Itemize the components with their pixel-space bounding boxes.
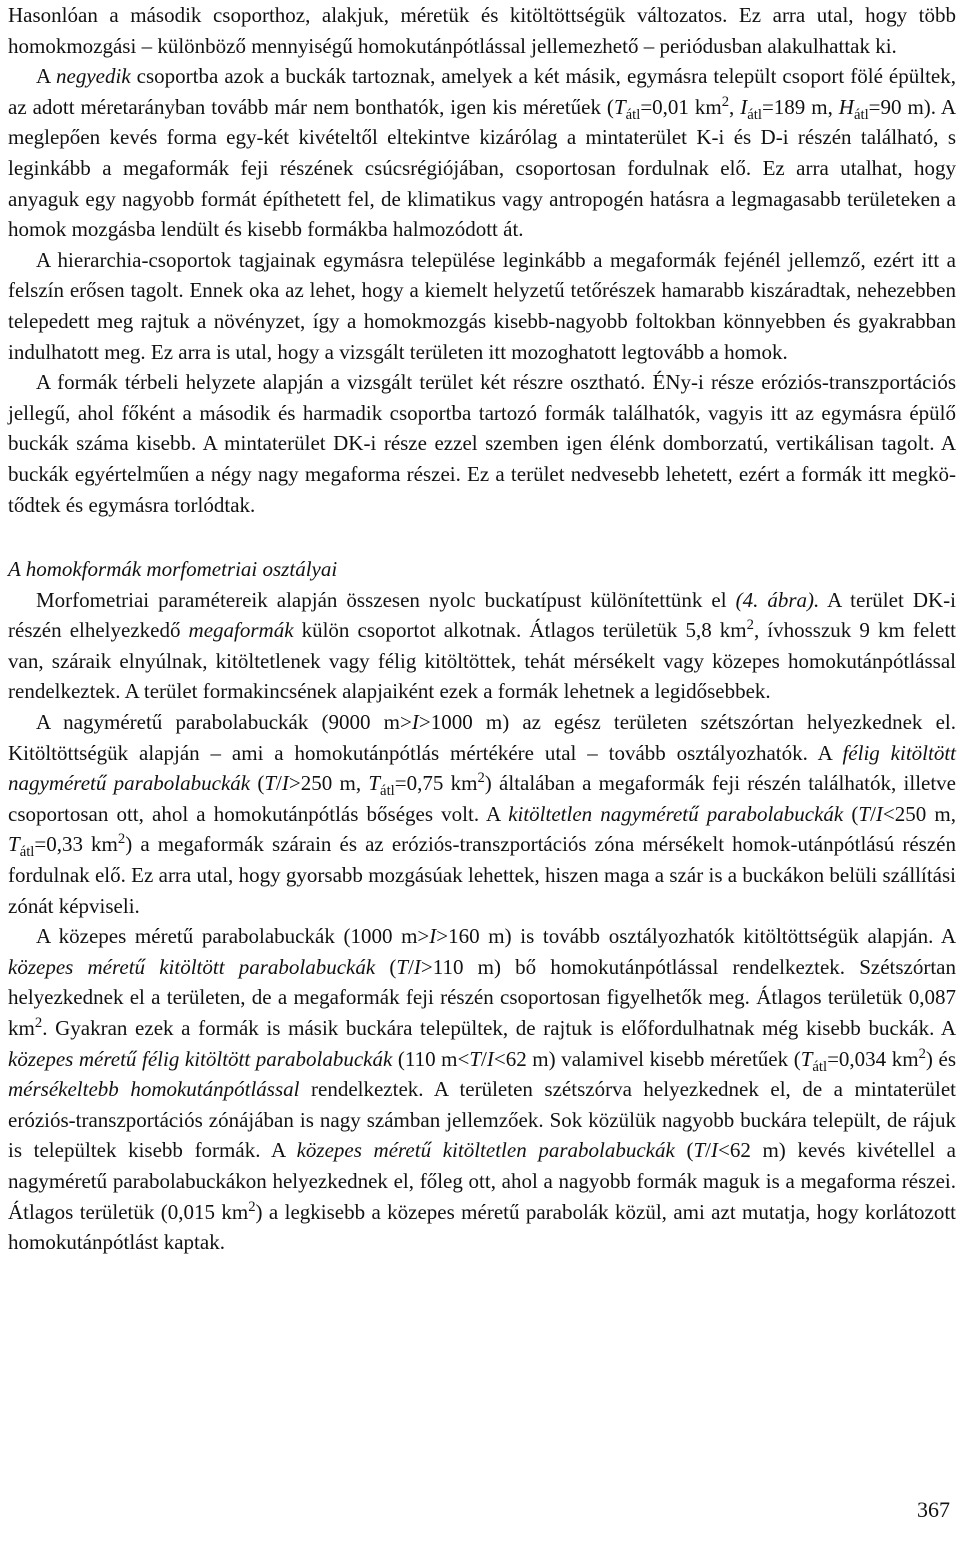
text-run: 2 [918, 1045, 926, 1062]
section-heading: A homokformák morfometriai osztályai [8, 557, 338, 582]
text-run: Morfometriai paramétereik alapján összesen nyolc buckatípust különítettünk el [36, 587, 736, 612]
text-run: ( [375, 954, 397, 979]
text-run: . Gyakran ezek a formák is másik buckára települtek, de rajtuk is előfordulhatnak még kisebb buckák. A [42, 1016, 956, 1040]
text-run: ( [843, 801, 859, 826]
text-run: A közepes méretű parabolabuckák (1000 m> [36, 924, 430, 949]
paragraph-p7 [8, 921, 956, 1258]
text-run: =0,75 km [394, 771, 478, 796]
paragraph-p1 [8, 0, 956, 61]
text-run: >1000 m) az egész területen szétszórtan helyezkednek el. Kitöltöttségük alapján – ami a homokutánpótlás mértékére utal – tovább osztályozhatók. A [8, 710, 956, 765]
text-run: ) a legkisebb a közepes méretű parabolák közül, ami azt mutatja, hogy korlátozott homokutánpótlást kaptak. [8, 1199, 957, 1255]
text-run: T [858, 801, 871, 826]
text-run: 2 [721, 93, 730, 110]
text-run: >110 m) bő homokutánpótlással rendelkeztek. Szétszórtan helyezkednek el a területen, de a megaformák feji részén csoportosan figyelhetők meg. Átlagos területük 0,087 km [8, 954, 957, 1040]
text-run: megaformák [188, 618, 294, 643]
text-run: közepes méretű kitöltött parabolabuckák [8, 954, 376, 979]
text-run: =90 m). A meglepően kevés forma egy-két kivételtől eltekintve kizárólag a mintaterület K-i és D-i részén található, s leginkább a megaformák feji részének csúcsrégiójában, csoportosan fordulnak elő. Ez arra utalhat, hogy anyaguk egy nagyobb formát építhetett fel, de klimatikus vagy antropogén hatásra a legmagasabb területeken a homok mozgásba lendült és kisebb formákba halmozódott át. [8, 94, 956, 242]
paragraph-p2 [8, 61, 956, 245]
text-run: rendelkeztek. A területen szétszórva helyezkednek el, de a mintaterület eróziós-transzportációs zónájában is nagy számban jellemzőek. Sok közülük nagyobb buckára települt, de rájuk is települtek kisebb formák. A [8, 1077, 956, 1163]
text-run: A terület DK-i részén elhelyezkedő [8, 587, 956, 643]
text-run: kitöltetlen nagyméretű parabolabuckák [508, 801, 844, 826]
text-run: T [8, 832, 20, 857]
text-run: >250 m, [288, 771, 369, 796]
text-run: T [264, 771, 277, 796]
paragraph-p4 [8, 367, 956, 520]
text-run: átl [19, 844, 35, 861]
text-run: T [469, 1046, 482, 1071]
text-run: >160 m) is tovább osztályozhatók kitöltöttségük alapján. A [436, 924, 956, 949]
text-run: félig kitöltött nagyméretű parabolabuckák [8, 740, 957, 796]
text-run: A [36, 64, 57, 89]
text-run: átl [747, 106, 762, 123]
text-run: 2 [34, 1015, 43, 1031]
text-run: I [740, 94, 748, 119]
text-run: ( [250, 771, 265, 796]
paragraph-p3 [8, 245, 956, 367]
text-run: ) és [925, 1046, 956, 1071]
text-run: , [729, 94, 741, 119]
text-run: / [481, 1046, 487, 1071]
text-run: =189 m, [761, 94, 839, 119]
text-run: I [486, 1046, 494, 1071]
text-run: átl [380, 783, 395, 800]
body-text-section-2 [8, 585, 956, 1258]
text-run: / [408, 954, 414, 979]
text-run: I [281, 771, 289, 796]
text-run: (110 m< [392, 1046, 470, 1071]
text-run: ) általában a megaformák feji részén találhatók, illetve csoportosan ott, ahol a homokutánpótlás bőséges volt. A [8, 771, 956, 826]
text-run: átl [853, 106, 869, 123]
text-run: H [838, 94, 854, 119]
text-run: külön csoportot alkotnak. Átlagos területük 5,8 km [293, 618, 747, 643]
text-run: I [429, 924, 437, 949]
text-run: =0,01 km [640, 94, 722, 119]
text-run: T [800, 1046, 813, 1071]
text-run: / [276, 771, 282, 796]
text-run: 2 [477, 770, 485, 787]
text-run: / [870, 801, 876, 826]
text-run: I [413, 954, 421, 979]
text-run: Hasonlóan a második csoporthoz, alakjuk, méretük és kitöltöttségük változatos. Ez arra utal, hogy több homokmozgási – különböző mennyiségű homokutánpótlással jellemezhető – periódusban alakulhattak ki. [8, 3, 956, 58]
article-page [8, 0, 956, 1258]
text-run: <250 m, [882, 801, 956, 826]
text-run: 2 [746, 617, 754, 634]
body-text-section [8, 0, 956, 520]
text-run: T [368, 771, 381, 796]
text-run: közepes méretű félig kitöltött parabolabuckák [8, 1046, 393, 1071]
text-run: T [693, 1138, 706, 1163]
paragraph-p5 [8, 585, 956, 707]
text-run: T [613, 94, 626, 119]
paragraph-p6 [8, 707, 956, 921]
text-run: A hierarchia-csoportok tagjainak egymásra települése leginkább a megaformák fejénél jellemző, ezért itt a felszín erősen tagolt. Ennek oka az lehet, hogy a kiemelt helyzetű tetőrészek hamarabb kiszáradtak, nehezebben telepedett meg rajtuk a növényzet, így a homokmozgás kisebb-nagyobb foltokban könnyebben és gyakrabban indulhatott meg. Ez arra is utal, hogy a vizsgált területen itt mozoghatott legtovább a homok. [8, 247, 956, 364]
text-run: átl [812, 1058, 828, 1075]
text-run: 2 [248, 1198, 256, 1215]
text-run: , ívhosszuk 9 km felett van, száraik elnyúlnak, kitöltetlenek vagy félig kitöltöttek, tehát mérsékelt vagy közepes homokutánpótlással rendelkeztek. A terület formakincsének alapjaiként ezek a formák lehetnek a legidősebbek. [8, 618, 956, 704]
text-run: közepes méretű kitöltetlen parabolabuckák [296, 1138, 675, 1163]
text-run: A formák térbeli helyzete alapján a vizsgált terület két részre osztható. ÉNy-i része eróziós-transzportációs jellegű, ahol főként a második és harmadik csoportba tartozó formák találhatók, vagyis itt az egymásra épülő buckák száma kisebb. A mintaterület DK-i része ezzel szemben igen élénk domborzatú, vertikálisan tagolt. A buckák egyértelműen a négy nagy megaforma részei. Ez a terület nedvesebb lehetett, ezért a formák itt megkötődtek és egymásra torlódtak. [8, 370, 956, 517]
text-run: / [705, 1138, 711, 1163]
text-run: A nagyméretű parabolabuckák (9000 m> [36, 710, 412, 735]
text-run: <62 m) kevés kivétellel a nagyméretű parabolabuckákon helyezkednek el, főleg ott, ahol a nagyobb formák maguk is a megaforma részei. Átlagos területük (0,015 km [8, 1138, 956, 1224]
text-run: ) a megaformák szárain és az eróziós-transzportációs zóna mérsékelt homok-utánpótlású részén fordulnak elő. Ez arra utal, hogy gyorsabb mozgásúak lehettek, hiszen maga a szár is a buckákon belüli szállítási zónát képviseli. [8, 832, 957, 918]
text-run: T [396, 954, 409, 979]
text-run: átl [625, 106, 641, 123]
text-run: csoportba azok a buckák tartoznak, amelyek a két másik, egymásra települt csoport fölé épültek, az adott méretarányban tovább már nem bonthatók, igen kis méretűek ( [8, 64, 956, 119]
text-run: 2 [117, 831, 126, 848]
text-run: I [411, 710, 419, 735]
text-run: <62 m) valamivel kisebb méretűek ( [493, 1046, 801, 1071]
page-number: 367 [917, 1497, 950, 1522]
text-run: =0,034 km [827, 1046, 919, 1071]
text-run: I [875, 801, 883, 826]
text-run: (4. ábra). [735, 587, 820, 612]
text-run: =0,33 km [34, 832, 118, 857]
text-run: negyedik [56, 64, 131, 89]
text-run: mérsékeltebb homokutánpótlással [8, 1077, 300, 1102]
text-run: ( [674, 1138, 694, 1163]
text-run: I [710, 1138, 718, 1163]
